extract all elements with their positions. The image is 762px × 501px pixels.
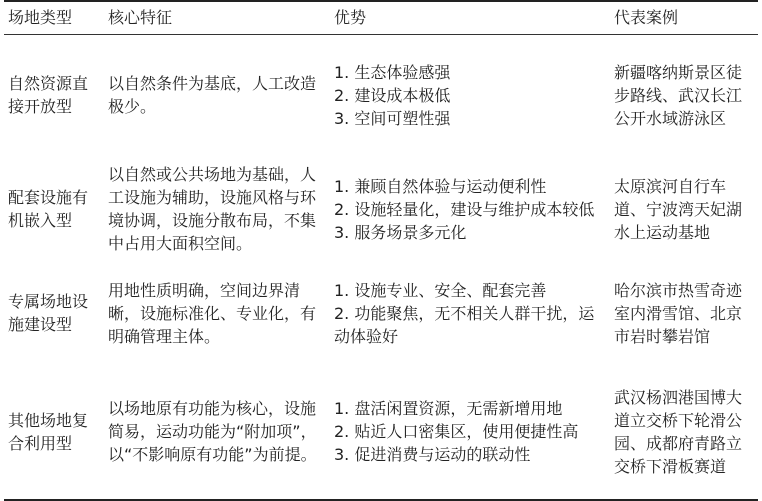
cell-cases [610, 364, 758, 500]
advantage-item: 2. 建设成本极低 [334, 85, 451, 105]
header-advantages: 优势 [330, 1, 610, 34]
table-row [4, 156, 758, 262]
cell-venue-type [4, 364, 104, 500]
advantage-item: 3. 促进消费与运动的联动性 [334, 445, 531, 464]
core-feature-text: 以场地原有功能为核心，设施简易，运动功能为“附加项”，以“不影响原有功能”为前提。 [108, 399, 317, 464]
cell-cases [610, 262, 758, 364]
venue-type-text: 配套设施有机嵌入型 [8, 188, 89, 230]
header-core-feature: 核心特征 [104, 1, 330, 34]
cell-advantages [330, 262, 610, 364]
advantages-list [334, 175, 606, 244]
venue-type-text: 专属场地设施建设型 [8, 292, 89, 334]
cases-text: 太原滨河自行车道、宁波湾天妃湖水上运动基地 [614, 176, 743, 242]
cell-core-feature [104, 364, 330, 500]
advantages-list [334, 279, 606, 348]
advantage-item: 2. 贴近人口密集区，使用便捷性高 [334, 422, 579, 441]
advantage-item: 1. 设施专业、安全、配套完善 [334, 280, 547, 300]
cell-cases [610, 156, 758, 262]
advantage-item: 1. 生态体验感强 [334, 62, 451, 82]
advantage-item: 3. 服务场景多元化 [334, 222, 467, 242]
venue-type-text: 自然资源直接开放型 [8, 74, 89, 117]
advantage-item: 2. 设施轻量化，建设与维护成本较低 [334, 199, 595, 219]
cases-text: 哈尔滨市热雪奇迹室内滑雪馆、北京市岩时攀岩馆 [614, 280, 743, 346]
cell-venue-type [4, 156, 104, 262]
advantage-item: 1. 兼顾自然体验与运动便利性 [334, 176, 547, 196]
cell-venue-type [4, 34, 104, 156]
header-venue-type: 场地类型 [4, 1, 104, 34]
cell-advantages [330, 156, 610, 262]
cell-core-feature [104, 34, 330, 156]
table-header-row [4, 1, 758, 34]
core-feature-text: 用地性质明确，空间边界清晰，设施标准化、专业化，有明确管理主体。 [108, 280, 317, 346]
cell-venue-type [4, 262, 104, 364]
cell-core-feature [104, 262, 330, 364]
cases-text: 新疆喀纳斯景区徒步路线、武汉长江公开水域游泳区 [614, 62, 743, 128]
table-row [4, 34, 758, 156]
advantage-item: 3. 空间可塑性强 [334, 108, 451, 128]
cases-text: 武汉杨泗港国博大道立交桥下轮滑公园、成都府青路立交桥下滑板赛道 [614, 387, 743, 476]
advantage-item: 1. 盘活闲置资源，无需新增用地 [334, 399, 563, 418]
advantage-item: 2. 功能聚焦，无不相关人群干扰，运动体验好 [334, 303, 595, 346]
table-row [4, 262, 758, 364]
header-cases: 代表案例 [610, 1, 758, 34]
cell-cases [610, 34, 758, 156]
cell-core-feature [104, 156, 330, 262]
core-feature-text: 以自然或公共场地为基础，人工设施为辅助，设施风格与环境协调，设施分散布局，不集中占用大面积空间。 [108, 165, 317, 253]
core-feature-text: 以自然条件为基底，人工改造极少。 [108, 74, 317, 117]
cell-advantages [330, 364, 610, 500]
advantages-list [334, 61, 606, 130]
cell-advantages [330, 34, 610, 156]
venue-type-text: 其他场地复合利用型 [8, 410, 89, 453]
table-row [4, 364, 758, 500]
venue-type-table [4, 0, 758, 501]
advantages-list [334, 397, 606, 466]
